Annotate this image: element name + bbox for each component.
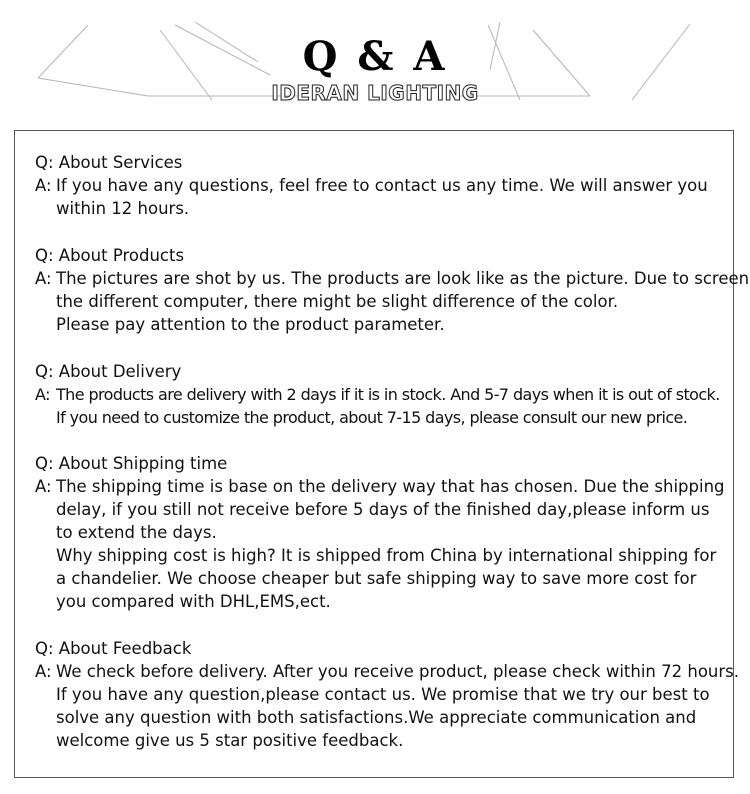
question: Q: About Feedback	[35, 639, 192, 658]
answer	[35, 475, 725, 613]
answer-line: delay, if you still not receive before 5 days of the finished day,please inform us	[56, 500, 710, 519]
answer	[35, 267, 750, 336]
answer-line: Please pay attention to the product parameter.	[56, 315, 445, 334]
question: Q: About Shipping time	[35, 454, 228, 473]
answer-line: If you have any question,please contact us. We promise that we try our best to	[56, 685, 710, 704]
answer-prefix: A:	[35, 385, 50, 404]
answer-line: a chandelier. We choose cheaper but safe shipping way to save more cost for	[56, 569, 697, 588]
answer	[35, 383, 725, 429]
answer-prefix: A:	[35, 269, 52, 288]
answer-line: The shipping time is base on the delivery way that has chosen. Due the shipping	[56, 477, 725, 496]
answer-line: you compared with DHL,EMS,ect.	[56, 592, 331, 611]
question: Q: About Services	[35, 153, 183, 172]
question: Q: About Products	[35, 246, 185, 265]
answer-line: Why shipping cost is high? It is shipped from China by international shipping for	[56, 546, 717, 565]
answer-line: If you have any questions, feel free to contact us any time. We will answer you	[56, 176, 708, 195]
answer-line: the different computer, there might be slight difference of the color.	[56, 292, 619, 311]
qa-box	[14, 130, 750, 778]
qa-item-services	[35, 151, 725, 220]
answer	[35, 660, 739, 752]
answer-line: If you need to customize the product, about 7-15 days, please consult our new price.	[56, 408, 688, 427]
qa-item-products	[35, 244, 750, 336]
answer-line: The products are delivery with 2 days if it is in stock. And 5-7 days when it is out of stock.	[56, 385, 720, 404]
header	[0, 0, 750, 120]
qa-item-delivery	[35, 360, 725, 429]
answer	[35, 174, 725, 220]
qa-item-feedback	[35, 637, 739, 752]
answer-line: to extend the days.	[56, 523, 217, 542]
answer-line: solve any question with both satisfactions.We appreciate communication and	[56, 708, 697, 727]
answer-prefix: A:	[35, 477, 52, 496]
answer-prefix: A:	[35, 662, 52, 681]
page-title: Q & A	[302, 33, 448, 80]
answer-line: welcome give us 5 star positive feedback.	[56, 731, 404, 750]
brand-subtitle: IDERAN LIGHTING	[271, 81, 479, 105]
qa-item-shipping-time	[35, 452, 725, 613]
answer-prefix: A:	[35, 176, 52, 195]
answer-line: We check before delivery. After you receive product, please check within 72 hours.	[56, 662, 739, 681]
question: Q: About Delivery	[35, 362, 182, 381]
answer-line: within 12 hours.	[56, 199, 190, 218]
answer-line: The pictures are shot by us. The products are look like as the picture. Due to screen	[56, 269, 750, 288]
